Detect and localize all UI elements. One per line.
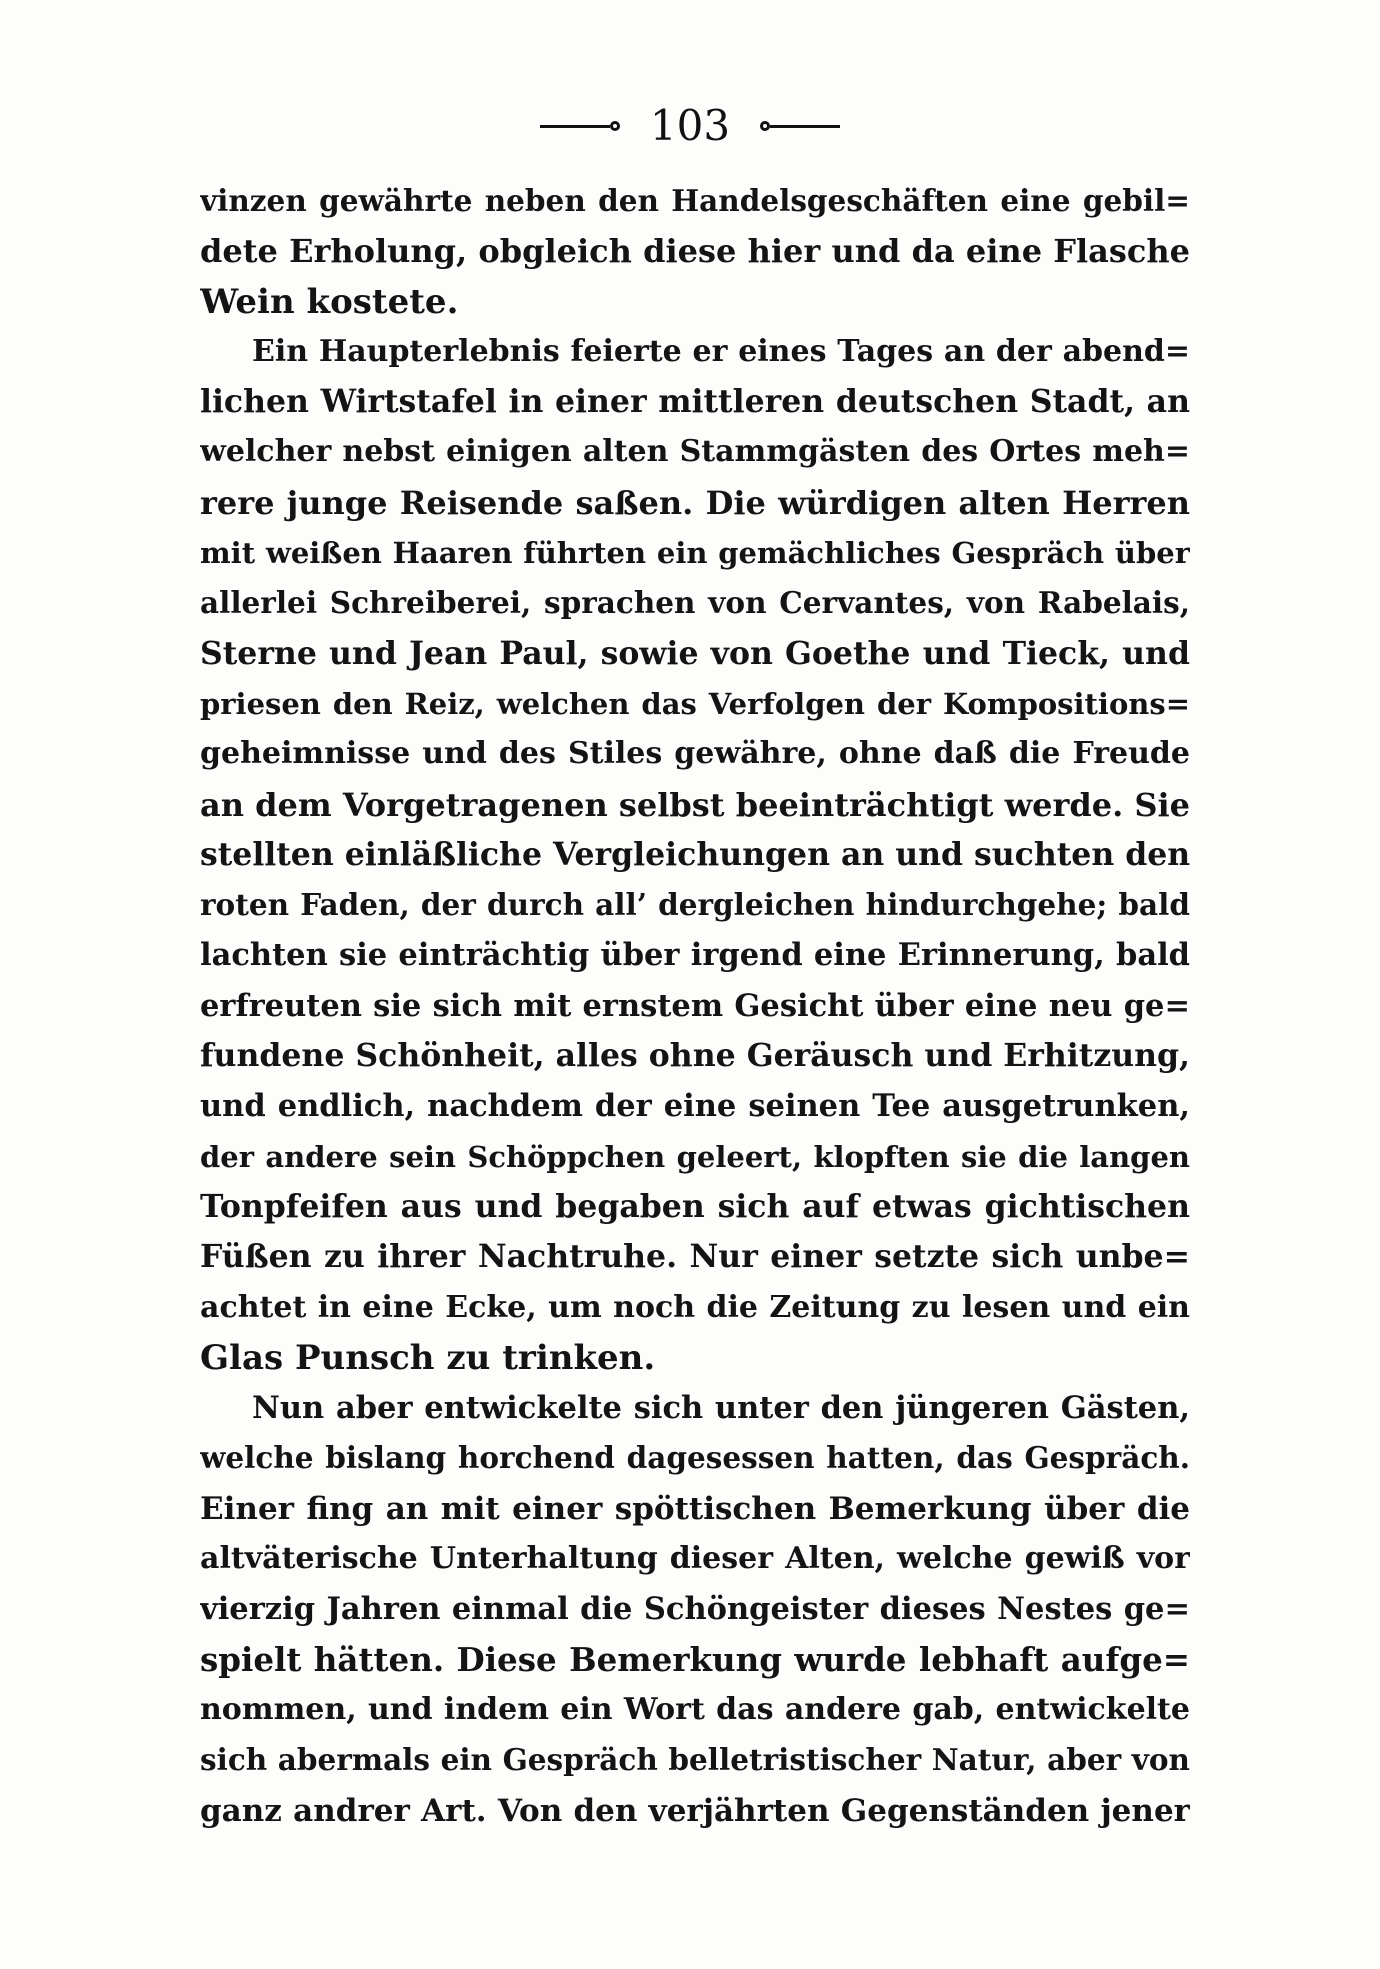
text-line: Einer fing an mit einer spöttischen Bemerkung über die [200, 1490, 1190, 1527]
text-line: Sterne und Jean Paul, sowie von Goethe und Tieck, und [200, 634, 1190, 672]
right-ornament [760, 121, 840, 131]
text-line: Nun aber entwickelte sich unter den jüngeren Gästen, [252, 1390, 1190, 1427]
text-line: Wein kostete. [200, 281, 459, 322]
text-line: roten Faden, der durch all’ dergleichen hindurchgehe; bald [200, 887, 1190, 923]
text-line: spielt hätten. Diese Bemerkung wurde lebhaft aufge= [200, 1639, 1190, 1679]
text-line: altväterische Unterhaltung dieser Alten, welche gewiß vor [200, 1541, 1190, 1577]
text-line: Ein Haupterlebnis feierte er eines Tages an der abend= [252, 333, 1190, 369]
text-line: fundene Schönheit, alles ohne Geräusch und Erhitzung, [200, 1037, 1190, 1075]
text-line: Glas Punsch zu trinken. [200, 1337, 656, 1378]
text-line: welche bislang horchend dagesessen hatten, das Gespräch. [200, 1440, 1190, 1476]
page-header [0, 96, 1380, 156]
text-line: allerlei Schreiberei, sprachen von Cervantes, von Rabelais, [200, 585, 1190, 621]
text-line: achtet in eine Ecke, um noch die Zeitung zu lesen und ein [200, 1289, 1190, 1325]
text-line: priesen den Reiz, welchen das Verfolgen der Kompositions= [200, 686, 1190, 721]
text-line: und endlich, nachdem der eine seinen Tee ausgetrunken, [200, 1088, 1190, 1125]
text-line: sich abermals ein Gespräch belletristischer Natur, aber von [200, 1742, 1190, 1778]
text-line: dete Erholung, obgleich diese hier und da eine Flasche [200, 232, 1190, 271]
text-line: der andere sein Schöppchen geleert, klopften sie die langen [200, 1139, 1190, 1174]
left-ornament [540, 121, 620, 131]
ornament-rule [540, 125, 610, 128]
text-line: ganz andrer Art. Von den verjährten Gegenständen jener [200, 1792, 1190, 1829]
text-line: rere junge Reisende saßen. Die würdigen alten Herren [200, 483, 1190, 522]
text-line: erfreuten sie sich mit ernstem Gesicht über eine neu ge= [200, 987, 1190, 1024]
page-number: 103 [649, 101, 731, 150]
ornament-rule [770, 125, 840, 128]
text-line: Tonpfeifen aus und begaben sich auf etwas gichtischen [200, 1187, 1190, 1225]
text-line: lichen Wirtstafel in einer mittleren deutschen Stadt, an [200, 383, 1190, 421]
ornament-ring [760, 121, 770, 131]
text-line: vierzig Jahren einmal die Schöngeister dieses Nestes ge= [200, 1591, 1190, 1628]
text-line: stellten einläßliche Vergleichungen an und suchten den [200, 835, 1190, 873]
ornament-ring [610, 121, 620, 131]
text-line: geheimnisse und des Stiles gewähre, ohne daß die Freude [200, 736, 1190, 772]
text-line: welcher nebst einigen alten Stammgästen des Ortes meh= [200, 434, 1190, 470]
text-line: nommen, und indem ein Wort das andere gab, entwickelte [200, 1691, 1190, 1727]
text-line: an dem Vorgetragenen selbst beeinträchtigt werde. Sie [200, 785, 1190, 824]
text-line: Füßen zu ihrer Nachtruhe. Nur einer setzte sich unbe= [200, 1238, 1190, 1276]
text-line: lachten sie einträchtig über irgend eine Erinnerung, bald [200, 937, 1190, 974]
text-line: mit weißen Haaren führten ein gemächliches Gespräch über [200, 536, 1190, 571]
text-line: vinzen gewährte neben den Handelsgeschäften eine gebil= [200, 183, 1190, 218]
body-text [200, 176, 1190, 1836]
